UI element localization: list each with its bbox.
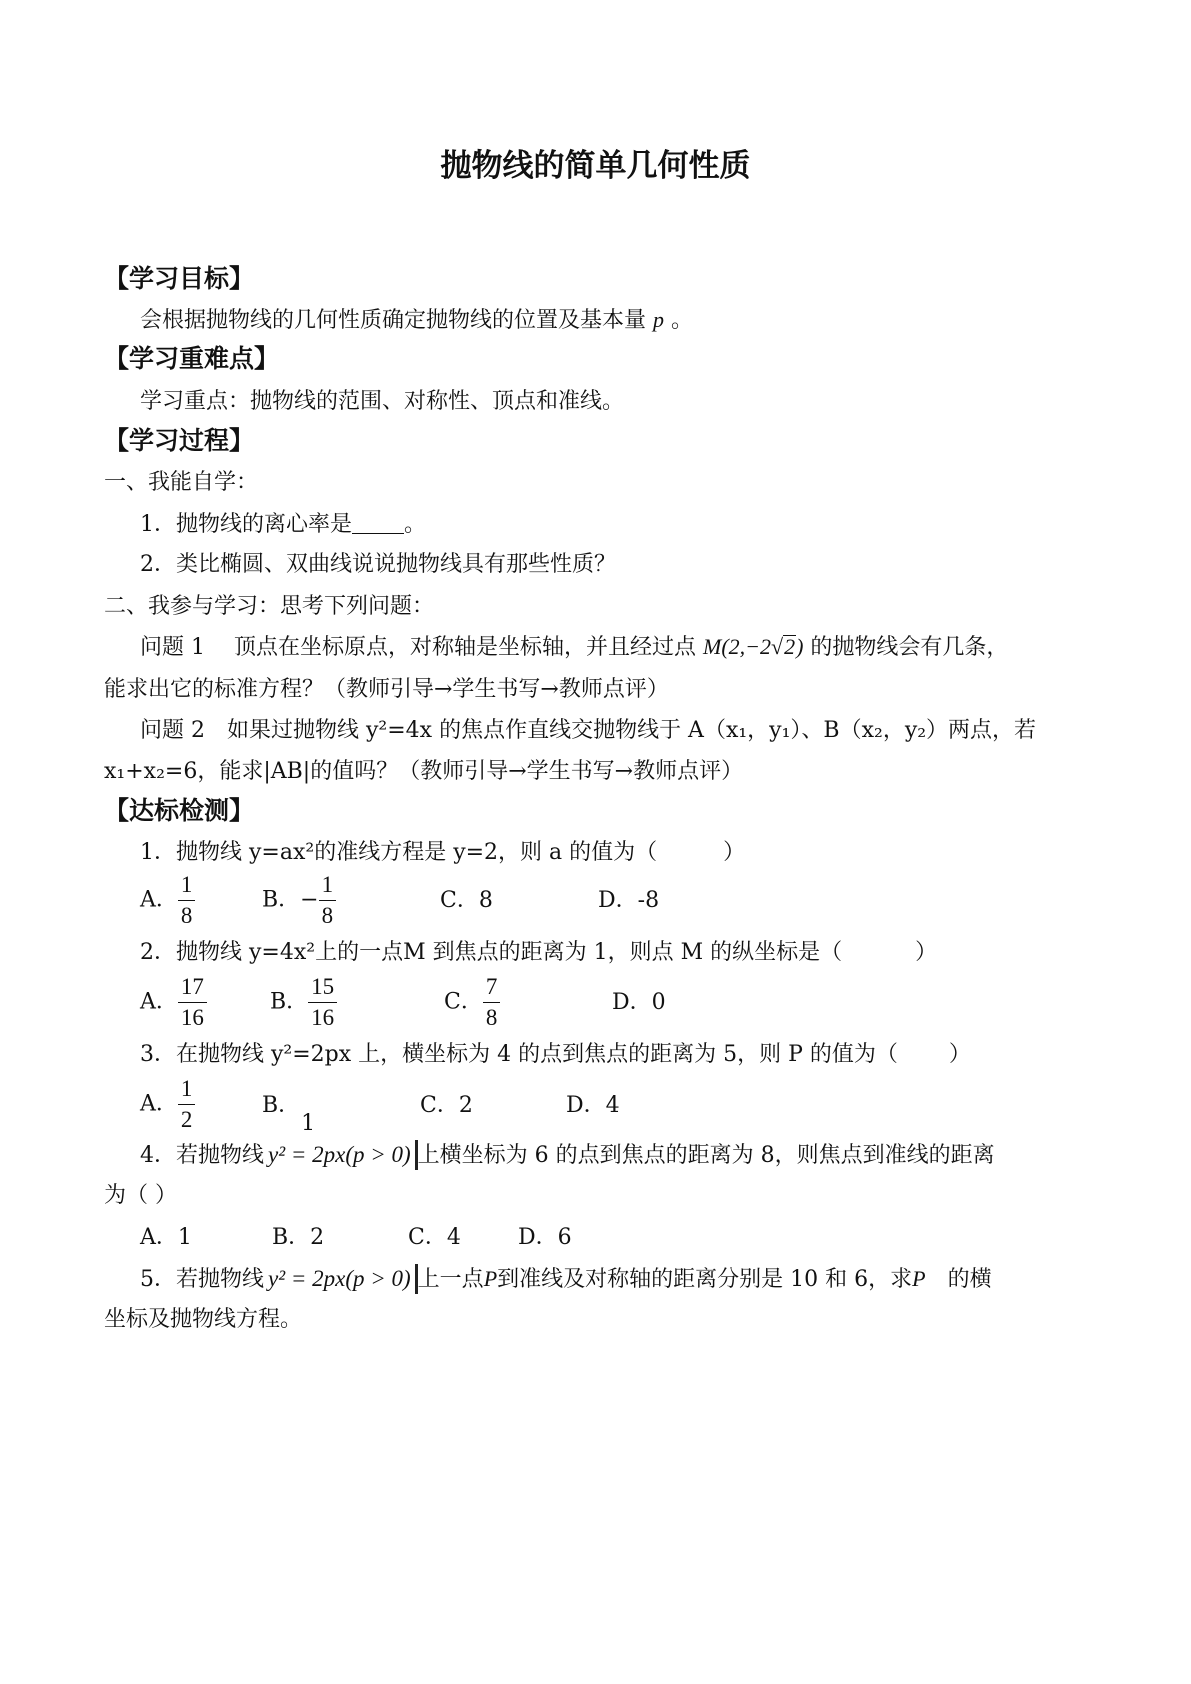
option-label: B． [262,1093,301,1118]
participate-heading: 二、我参与学习：思考下列问题： [104,594,435,619]
equation-image: y² = 2px(p > 0) [264,1264,418,1294]
check-heading: 【达标检测】 [104,796,255,825]
exercise-2-option-a [140,974,207,1031]
equation-image: y² = 2px(p > 0) [264,1140,418,1170]
self-study-heading: 一、我能自学： [104,470,259,495]
fraction-bar [178,900,196,901]
denominator: 16 [180,1005,204,1030]
problem-1-text: 问题 1 顶点在坐标原点，对称轴是坐标轴，并且经过点 [140,635,696,660]
exercise-1-option-d: D．-8 [598,888,660,913]
fraction [178,974,207,1031]
option-label: B． [262,887,301,913]
fraction-bar [483,1002,501,1003]
problem-1-line-1 [140,632,1008,663]
point-label: M(2,−2 [703,634,771,659]
self-study-q1-text: 1．抛物线的离心率是 [140,512,352,537]
exercise-1-option-c: C．8 [440,888,493,913]
key-text: 学习重点：抛物线的范围、对称性、顶点和准线。 [140,389,625,414]
problem-1-point [703,634,803,659]
goal-end: 。 [671,308,694,333]
minus-sign: − [300,887,319,913]
var-p: P [912,1266,926,1291]
problem-2-line-1: 问题 2 如果过抛物线 y²=4x 的焦点作直线交抛物线于 A（x₁，y₁）、B（x₂，y₂）两点，若 [140,718,1037,743]
denominator: 8 [321,903,334,928]
exercise-3-option-b [262,1091,321,1136]
fraction-bar [308,1002,337,1003]
problem-2-line-2: x₁+x₂=6，能求|AB|的值吗？（教师引导→学生书写→教师点评） [104,759,744,784]
denominator: 8 [180,903,193,928]
exercise-2-option-b [270,974,337,1031]
fraction [319,872,337,929]
exercise-2-option-c [444,974,500,1031]
exercise-4-option-c: C．4 [408,1225,461,1250]
fraction-bar [178,1002,207,1003]
goal-text: 会根据抛物线的几何性质确定抛物线的位置及基本量 [140,308,647,333]
sqrt-symbol: √ [771,634,784,659]
exercise-4-option-b: B．2 [272,1225,325,1250]
exercise-5-text-end: 的横 [947,1267,992,1292]
exercise-2-option-d: D．0 [612,990,666,1015]
exercise-5-line-1 [140,1264,992,1295]
numerator: 1 [321,872,334,897]
option-label: A． [140,989,178,1015]
numerator: 1 [180,1076,193,1101]
fraction-bar [319,900,337,901]
denominator: 16 [311,1005,335,1030]
exercise-1-option-a [140,872,195,929]
option-b-value: 1 [301,1111,316,1136]
exercise-1-option-b [262,872,336,929]
fraction [483,974,501,1031]
numerator: 17 [180,974,204,999]
option-label: C． [444,989,483,1015]
exercise-3-option-c: C．2 [420,1093,473,1118]
exercise-1: 1．抛物线 y=ax²的准线方程是 y=2，则 a 的值为（ ） [140,840,746,865]
var-p: P [483,1266,498,1291]
exercise-4-option-d: D．6 [518,1225,572,1250]
fraction [178,1076,196,1133]
exercise-5-text-mid: 上一点 [417,1267,484,1292]
goal-heading: 【学习目标】 [104,264,255,293]
exercise-4-text-end: 上横坐标为 6 的点到焦点的距离为 8，则焦点到准线的距离 [417,1143,995,1168]
goal-text-line [140,305,693,336]
option-label: A． [140,1091,178,1117]
denominator: 8 [485,1005,498,1030]
numerator: 1 [180,872,193,897]
exercise-3-option-a [140,1076,195,1133]
key-heading: 【学习重难点】 [104,344,280,373]
numerator: 7 [485,974,498,999]
exercise-4-line-1 [140,1140,995,1171]
exercise-2: 2．抛物线 y=4x²上的一点M 到焦点的距离为 1，则点 M 的纵坐标是（ ） [140,940,938,965]
exercise-4-text: 4．若抛物线 [140,1143,264,1168]
exercise-3: 3．在抛物线 y²=2px 上，横坐标为 4 的点到焦点的距离为 5，则 P 的值为（ ） [140,1042,971,1067]
sqrt-radicand: 2 [784,634,796,659]
self-study-q1-end: 。 [404,512,427,537]
page-title: 抛物线的简单几何性质 [440,148,751,184]
goal-var: p [653,307,665,332]
self-study-q1 [140,510,426,540]
exercise-4-option-a: A．1 [140,1225,192,1250]
exercise-5-text: 5．若抛物线 [140,1267,264,1292]
self-study-q2: 2．类比椭圆、双曲线说说抛物线具有那些性质？ [140,552,616,577]
exercise-3-option-d: D．4 [566,1093,620,1118]
option-label: B． [270,989,309,1015]
denominator: 2 [180,1107,193,1132]
numerator: 15 [311,974,335,999]
exercise-4-line-2: 为（ ） [104,1183,177,1208]
option-label: A． [140,887,178,913]
exercise-5-text-mid2: 到准线及对称轴的距离分别是 10 和 6，求 [497,1267,913,1292]
problem-1-line-2: 能求出它的标准方程？（教师引导→学生书写→教师点评） [104,677,669,702]
point-close: ) [796,634,804,659]
problem-1-text-end: 的抛物线会有几条， [810,635,1009,660]
process-heading: 【学习过程】 [104,426,255,455]
answer-blank [352,513,404,534]
fraction-bar [178,1104,196,1105]
fraction [178,872,196,929]
fraction [308,974,337,1031]
exercise-5-line-2: 坐标及抛物线方程。 [104,1307,303,1332]
